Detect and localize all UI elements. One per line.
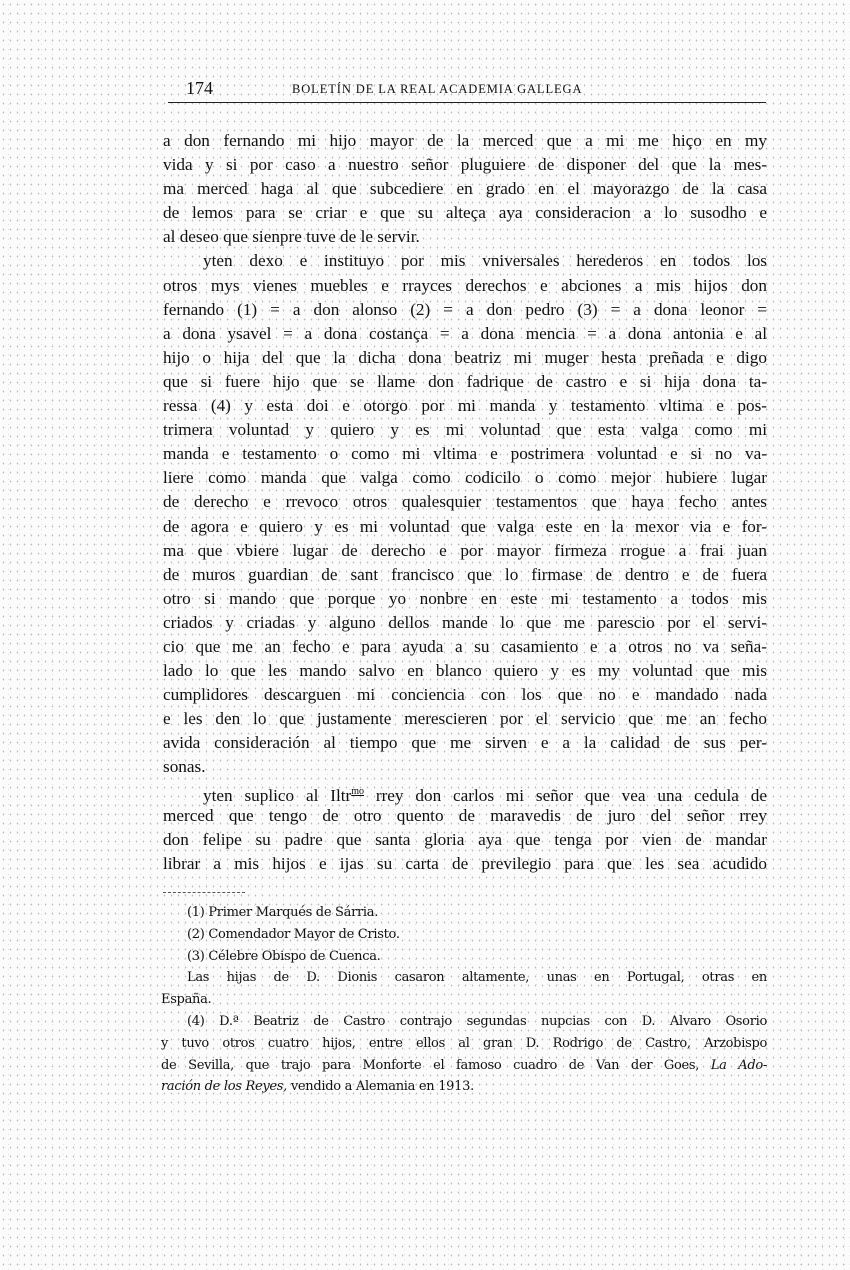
footnote-segment: ración de los Reyes, — [161, 1079, 287, 1095]
footnote-segment: España. — [161, 992, 212, 1008]
text-line — [163, 177, 767, 201]
text-line — [163, 298, 767, 322]
text-line — [163, 755, 767, 779]
running-title: BOLETÍN DE LA REAL ACADEMIA GALLEGA — [292, 82, 583, 96]
text-segment: ma que vbiere lugar de derecho e por mayor firmeza rrogue a frai juan — [163, 540, 767, 560]
text-line — [163, 153, 767, 177]
text-segment: a dona ysavel = a dona costança = a dona mencia = a dona antonia e al — [163, 323, 767, 343]
text-segment: a don fernando mi hijo mayor de la merced que a mi me hiço en my — [163, 131, 767, 150]
footnote-line — [161, 902, 767, 924]
text-line — [163, 225, 767, 249]
text-line — [163, 201, 767, 225]
text-segment: cumplidores descarguen mi conciencia con los que no e mandado nada — [163, 685, 767, 705]
text-segment: merced que tengo de otro quento de maravedis de juro del señor rrey — [163, 805, 767, 825]
text-line — [163, 707, 767, 731]
text-line — [163, 852, 767, 876]
text-segment: al deseo que sienpre tuve de le servir. — [163, 227, 420, 247]
text-break-rule — [163, 892, 245, 893]
text-line — [163, 780, 767, 804]
text-segment: e les den lo que justamente merescieren por el servicio que me an fecho — [163, 709, 767, 729]
text-segment: otros mys vienes muebles e rrayces derechos e abciones a mis hijos don — [163, 275, 767, 295]
footnote-segment: (2) Comendador Mayor de Cristo. — [187, 926, 400, 942]
footnote-segment: (1) Primer Marqués de Sárria. — [187, 905, 379, 920]
text-segment: de agora e quiero y es mi voluntad que valga este en la mexor via e for- — [163, 516, 767, 536]
footnote-line — [161, 989, 767, 1011]
text-segment: rrey don carlos mi señor que vea una cedula de — [364, 785, 767, 805]
text-segment: yten dexo e instituyo por mis vniversales herederos en todos los — [203, 251, 767, 271]
text-line — [163, 804, 767, 828]
header-rule — [168, 102, 766, 103]
text-segment: de muros guardian de sant francisco que lo firmase de dentro e de fuera — [163, 564, 767, 584]
text-line — [163, 346, 767, 370]
footnotes — [161, 902, 767, 1098]
text-segment: hijo o hija del que la dicha dona beatriz mi muger hesta preñada e digo — [163, 347, 767, 367]
footnote-line — [161, 924, 767, 946]
text-line — [163, 563, 767, 587]
text-segment: librar a mis hijos e ijas su carta de previlegio para que les sea acudido — [163, 853, 767, 873]
text-line — [163, 515, 767, 539]
footnote-line — [161, 1076, 767, 1098]
text-segment: de derecho e rrevoco otros qualesquier testamentos que haya fecho antes — [163, 492, 767, 512]
main-text — [163, 129, 767, 876]
text-line — [163, 322, 767, 346]
text-segment: otro si mando que porque yo nonbre en este mi testamento a todos mis — [163, 588, 767, 608]
text-line — [163, 466, 767, 490]
text-line — [163, 659, 767, 683]
text-segment: vida y si por caso a nuestro señor pluguiere de disponer del que la mes- — [163, 155, 767, 175]
text-segment: ma merced haga al que subcediere en grado en el mayorazgo de la casa — [163, 179, 767, 199]
text-segment: de lemos para se criar e que su alteça aya consideracion a lo susodho e — [163, 203, 767, 223]
footnote-line — [161, 1033, 767, 1055]
footnote-line — [161, 1055, 767, 1077]
text-line — [163, 587, 767, 611]
text-line — [163, 442, 767, 466]
footnote-segment: (3) Célebre Obispo de Cuenca. — [187, 948, 381, 964]
text-line — [163, 611, 767, 635]
text-segment: liere como manda que valga como codicilo o como mejor hubiere lugar — [163, 468, 767, 488]
footnote-segment: vendido a Alemania en 1913. — [287, 1079, 474, 1095]
footnote-segment: La Ado- — [710, 1057, 767, 1073]
text-segment: ressa (4) y esta doi e otorgo por mi manda y testamento vltima e pos- — [163, 396, 767, 416]
text-segment: avida consideración al tiempo que me sirven e a la calidad de sus per- — [163, 733, 767, 753]
footnote-segment: de Sevilla, que trajo para Monforte el famoso cuadro de Van der Goes, — [161, 1057, 711, 1073]
footnote-segment: y tuvo otros cuatro hijos, entre ellos al gran D. Rodrigo de Castro, Arzobispo — [161, 1035, 767, 1051]
running-header — [186, 78, 766, 100]
footnote-line — [161, 946, 767, 968]
text-segment: lado lo que les mando salvo en blanco quiero y es my voluntad que mis — [163, 661, 767, 681]
text-segment: mo — [351, 785, 364, 797]
text-line — [163, 539, 767, 563]
text-segment: cio que me an fecho e para ayuda a su casamiento e a otros no va seña- — [163, 636, 767, 656]
text-line — [163, 731, 767, 755]
text-line — [163, 370, 767, 394]
text-line — [163, 635, 767, 659]
text-line — [163, 418, 767, 442]
text-segment: don felipe su padre que santa gloria aya que tenga por vien de mandar — [163, 829, 767, 849]
text-line — [163, 490, 767, 514]
text-line — [163, 274, 767, 298]
text-segment: manda e testamento o como mi vltima e postrimera voluntad e si no va- — [163, 444, 767, 464]
text-segment: sonas. — [163, 757, 206, 777]
text-line — [163, 394, 767, 418]
footnote-segment: Las hijas de D. Dionis casaron altamente, unas en Portugal, otras en — [187, 970, 767, 986]
text-segment: fernando (1) = a don alonso (2) = a don pedro (3) = a dona leonor = — [163, 299, 767, 319]
text-segment: que si fuere hijo que se llame don fadrique de castro e si hija dona ta- — [163, 371, 767, 391]
text-segment: yten suplico al Iltr — [203, 785, 352, 805]
text-line — [163, 129, 767, 153]
text-segment: criados y criadas y alguno dellos mande lo que me parescio por el servi- — [163, 612, 767, 632]
text-line — [163, 683, 767, 707]
footnote-segment: (4) D.ª Beatriz de Castro contrajo segundas nupcias con D. Alvaro Osorio — [187, 1013, 767, 1029]
text-line — [163, 249, 767, 273]
text-segment: trimera voluntad y quiero y es mi voluntad que esta valga como mi — [163, 420, 767, 440]
footnote-line — [161, 1011, 767, 1033]
footnote-line — [161, 967, 767, 989]
page-number: 174 — [186, 78, 213, 98]
text-line — [163, 828, 767, 852]
